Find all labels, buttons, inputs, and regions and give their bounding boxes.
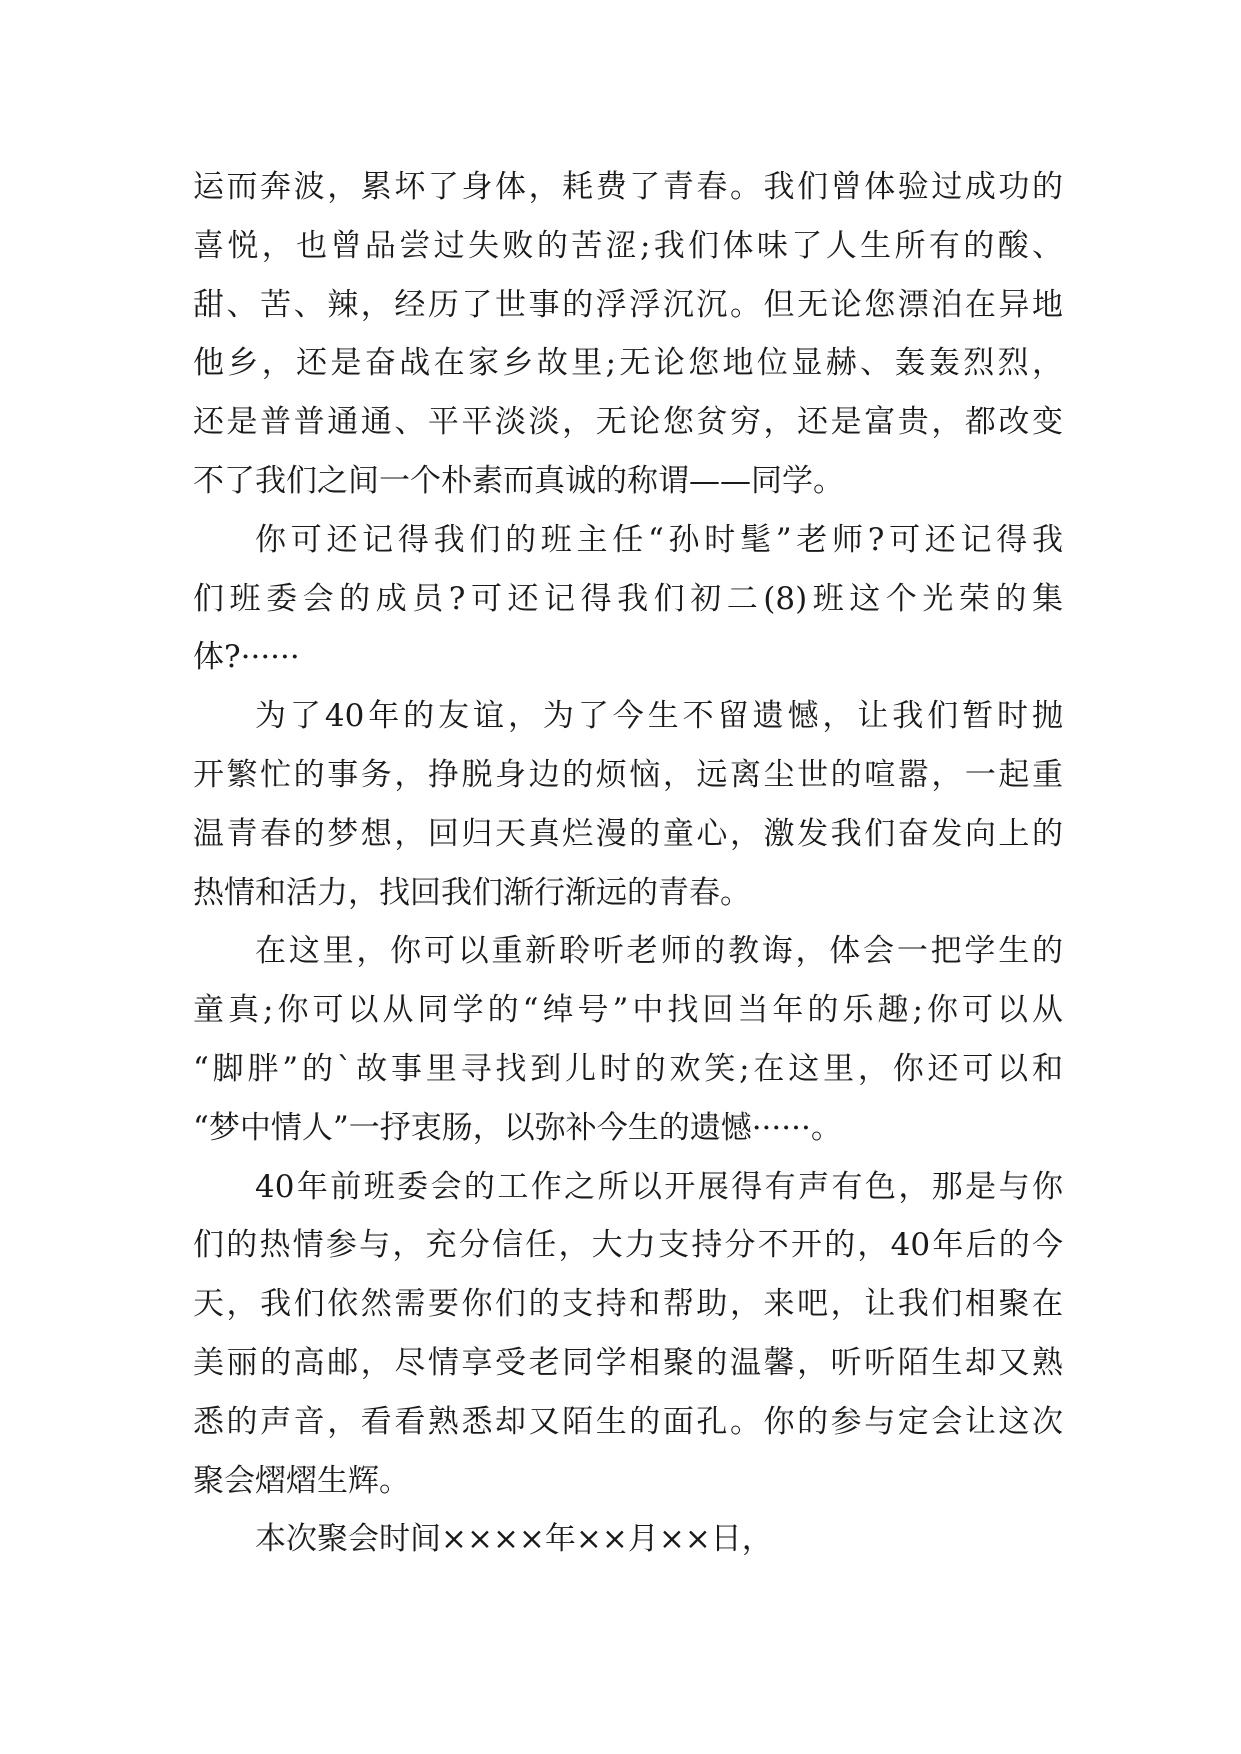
paragraph-5-line-3: 天，我们依然需要你们的支持和帮助，来吧，让我们相聚在 (193, 1286, 1063, 1323)
paragraph-1-line-6: 不了我们之间一个朴素而真诚的称谓——同学。 (193, 462, 844, 499)
paragraph-3-line-4: 热情和活力，找回我们渐行渐远的青春。 (193, 874, 751, 911)
body-text (193, 158, 1063, 1569)
paragraph-5-line-6: 聚会熠熠生辉。 (193, 1462, 410, 1499)
paragraph-2-line-3: 体?······ (193, 639, 300, 676)
paragraph-5-line-4: 美丽的高邮，尽情享受老同学相聚的温馨，听听陌生却又熟 (193, 1344, 1063, 1381)
paragraph-1-line-1: 运而奔波，累坏了身体，耗费了青春。我们曾体验过成功的 (193, 169, 1063, 205)
paragraph-4-line-1: 在这里，你可以重新聆听老师的教诲，体会一把学生的 (255, 933, 1063, 970)
paragraph-3-line-2: 开繁忙的事务，挣脱身边的烦恼，远离尘世的喧嚣，一起重 (193, 756, 1063, 793)
paragraph-4-line-2: 童真;你可以从同学的“绰号”中找回当年的乐趣;你可以从 (193, 992, 1063, 1029)
paragraph-4-line-3: “脚胖”的`故事里寻找到儿时的欢笑;在这里，你还可以和 (193, 1050, 1063, 1087)
paragraph-5-line-1: 40年前班委会的工作之所以开展得有声有色，那是与你 (255, 1168, 1063, 1205)
paragraph-1-line-2: 喜悦，也曾品尝过失败的苦涩;我们体味了人生所有的酸、 (193, 227, 1063, 264)
paragraph-4-line-4: “梦中情人”一抒衷肠，以弥补今生的遗憾······。 (193, 1109, 842, 1146)
paragraph-2-line-1: 你可还记得我们的班主任“孙时髦”老师?可还记得我 (255, 521, 1063, 558)
paragraph-3-line-3: 温青春的梦想，回归天真烂漫的童心，激发我们奋发向上的 (193, 815, 1063, 852)
paragraph-3-line-1: 为了40年的友谊，为了今生不留遗憾，让我们暂时抛 (255, 698, 1063, 735)
paragraph-1-line-3: 甜、苦、辣，经历了世事的浮浮沉沉。但无论您漂泊在异地 (193, 286, 1063, 323)
paragraph-1-line-5: 还是普普通通、平平淡淡，无论您贫穷，还是富贵，都改变 (193, 404, 1063, 441)
paragraph-5-line-5: 悉的声音，看看熟悉却又陌生的面孔。你的参与定会让这次 (193, 1403, 1063, 1440)
paragraph-5-line-2: 们的热情参与，充分信任，大力支持分不开的，40年后的今 (193, 1227, 1063, 1264)
paragraph-6-line-1: 本次聚会时间××××年××月××日， (255, 1521, 773, 1558)
paragraph-2-line-2: 们班委会的成员?可还记得我们初二(8)班这个光荣的集 (193, 580, 1063, 617)
paragraph-1-line-4: 他乡，还是奋战在家乡故里;无论您地位显赫、轰轰烈烈， (193, 345, 1063, 382)
